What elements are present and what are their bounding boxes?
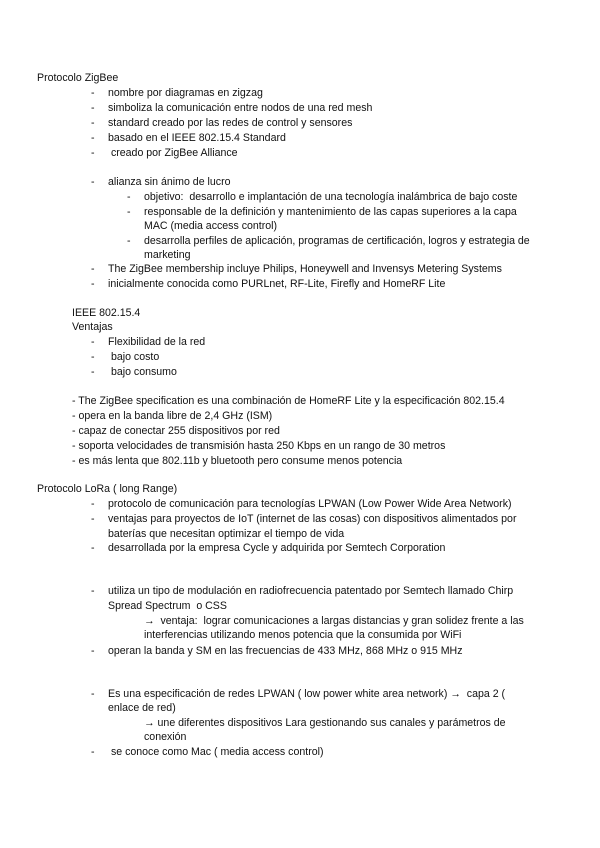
bullet-dash: - [91, 498, 95, 510]
ieee-advantage: Flexibilidad de la red [108, 336, 206, 348]
bullet-dash: - [91, 542, 95, 554]
lora-bullet-cont: Spread Spectrum o CSS [108, 600, 227, 612]
fact-line: - soporta velocidades de transmisión hasta 250 Kbps en un rango de 30 metros [72, 440, 446, 452]
bullet-dash: - [91, 351, 95, 363]
lora-bullet: utiliza un tipo de modulación en radiofrecuencia patentado por Semtech llamado Chirp [108, 585, 514, 597]
sub-bullet-dash: - [127, 235, 131, 247]
zigbee-bullet: nombre por diagramas en zigzag [108, 87, 263, 99]
zigbee-bullet: simboliza la comunicación entre nodos de una red mesh [108, 102, 373, 114]
fact-line: - The ZigBee specification es una combinación de HomeRF Lite y la especificación 802.15.4 [72, 395, 505, 407]
fact-line: - es más lenta que 802.11b y bluetooth pero consume menos potencia [72, 455, 403, 467]
lora-bullet: protocolo de comunicación para tecnologías LPWAN (Low Power Wide Area Network) [108, 498, 512, 510]
bullet-dash: - [91, 176, 95, 188]
zigbee-bullet: basado en el IEEE 802.15.4 Standard [108, 132, 286, 144]
bullet-dash: - [91, 87, 95, 99]
zigbee-sub-bullet: objetivo: desarrollo e implantación de una tecnología inalámbrica de bajo coste [144, 191, 518, 203]
zigbee-bullet: creado por ZigBee Alliance [108, 147, 238, 159]
lora-bullet: desarrollada por la empresa Cycle y adquirida por Semtech Corporation [108, 542, 446, 554]
sub-bullet-dash: - [127, 206, 131, 218]
bullet-dash: - [91, 585, 95, 597]
zigbee-bullet: inicialmente conocida como PURLnet, RF-Lite, Firefly and HomeRF Lite [108, 278, 446, 290]
bullet-dash: - [91, 263, 95, 275]
zigbee-title: Protocolo ZigBee [37, 72, 119, 84]
lora-arrow-note-cont: conexión [144, 731, 187, 743]
bullet-dash: - [91, 746, 95, 758]
lora-arrow-note: → ventaja: lograr comunicaciones a largas distancias y gran solidez frente a las [144, 615, 524, 627]
zigbee-bullet: The ZigBee membership incluye Philips, Honeywell and Invensys Metering Systems [108, 263, 502, 275]
zigbee-sub-bullet-cont: MAC (media access control) [144, 220, 278, 232]
bullet-dash: - [91, 366, 95, 378]
ieee-advantage: bajo costo [108, 351, 160, 363]
bullet-dash: - [91, 513, 95, 525]
lora-bullet-cont: enlace de red) [108, 702, 176, 714]
lora-bullet: ventajas para proyectos de IoT (internet de las cosas) con dispositivos alimentados por [108, 513, 517, 525]
lora-bullet: se conoce como Mac ( media access control) [108, 746, 324, 758]
bullet-dash: - [91, 278, 95, 290]
bullet-dash: - [91, 645, 95, 657]
zigbee-bullet: alianza sin ánimo de lucro [108, 176, 231, 188]
lora-bullet-cont: baterías que necesitan optimizar el tiempo de vida [108, 528, 345, 540]
zigbee-sub-bullet: responsable de la definición y mantenimiento de las capas superiores a la capa [144, 206, 517, 218]
sub-bullet-dash: - [127, 191, 131, 203]
ieee-title: IEEE 802.15.4 [72, 307, 141, 319]
zigbee-bullet: standard creado por las redes de control y sensores [108, 117, 353, 129]
lora-arrow-note: → une diferentes dispositivos Lara gestionando sus canales y parámetros de [144, 717, 506, 729]
bullet-dash: - [91, 336, 95, 348]
lora-bullet: Es una especificación de redes LPWAN ( low power white area network) → capa 2 ( [108, 688, 506, 700]
ieee-advantage: bajo consumo [108, 366, 177, 378]
lora-title: Protocolo LoRa ( long Range) [37, 483, 178, 495]
bullet-dash: - [91, 117, 95, 129]
bullet-dash: - [91, 688, 95, 700]
fact-line: - capaz de conectar 255 dispositivos por red [72, 425, 280, 437]
bullet-dash: - [91, 102, 95, 114]
lora-bullet: operan la banda y SM en las frecuencias de 433 MHz, 868 MHz o 915 MHz [108, 645, 463, 657]
zigbee-sub-bullet-cont: marketing [144, 249, 191, 261]
zigbee-sub-bullet: desarrolla perfiles de aplicación, programas de certificación, logros y estrategia de [144, 235, 530, 247]
ieee-subtitle: Ventajas [72, 321, 113, 333]
fact-line: - opera en la banda libre de 2,4 GHz (ISM) [72, 410, 273, 422]
bullet-dash: - [91, 147, 95, 159]
lora-arrow-note-cont: interferencias utilizando menos potencia que la consumida por WiFi [144, 629, 462, 641]
bullet-dash: - [91, 132, 95, 144]
